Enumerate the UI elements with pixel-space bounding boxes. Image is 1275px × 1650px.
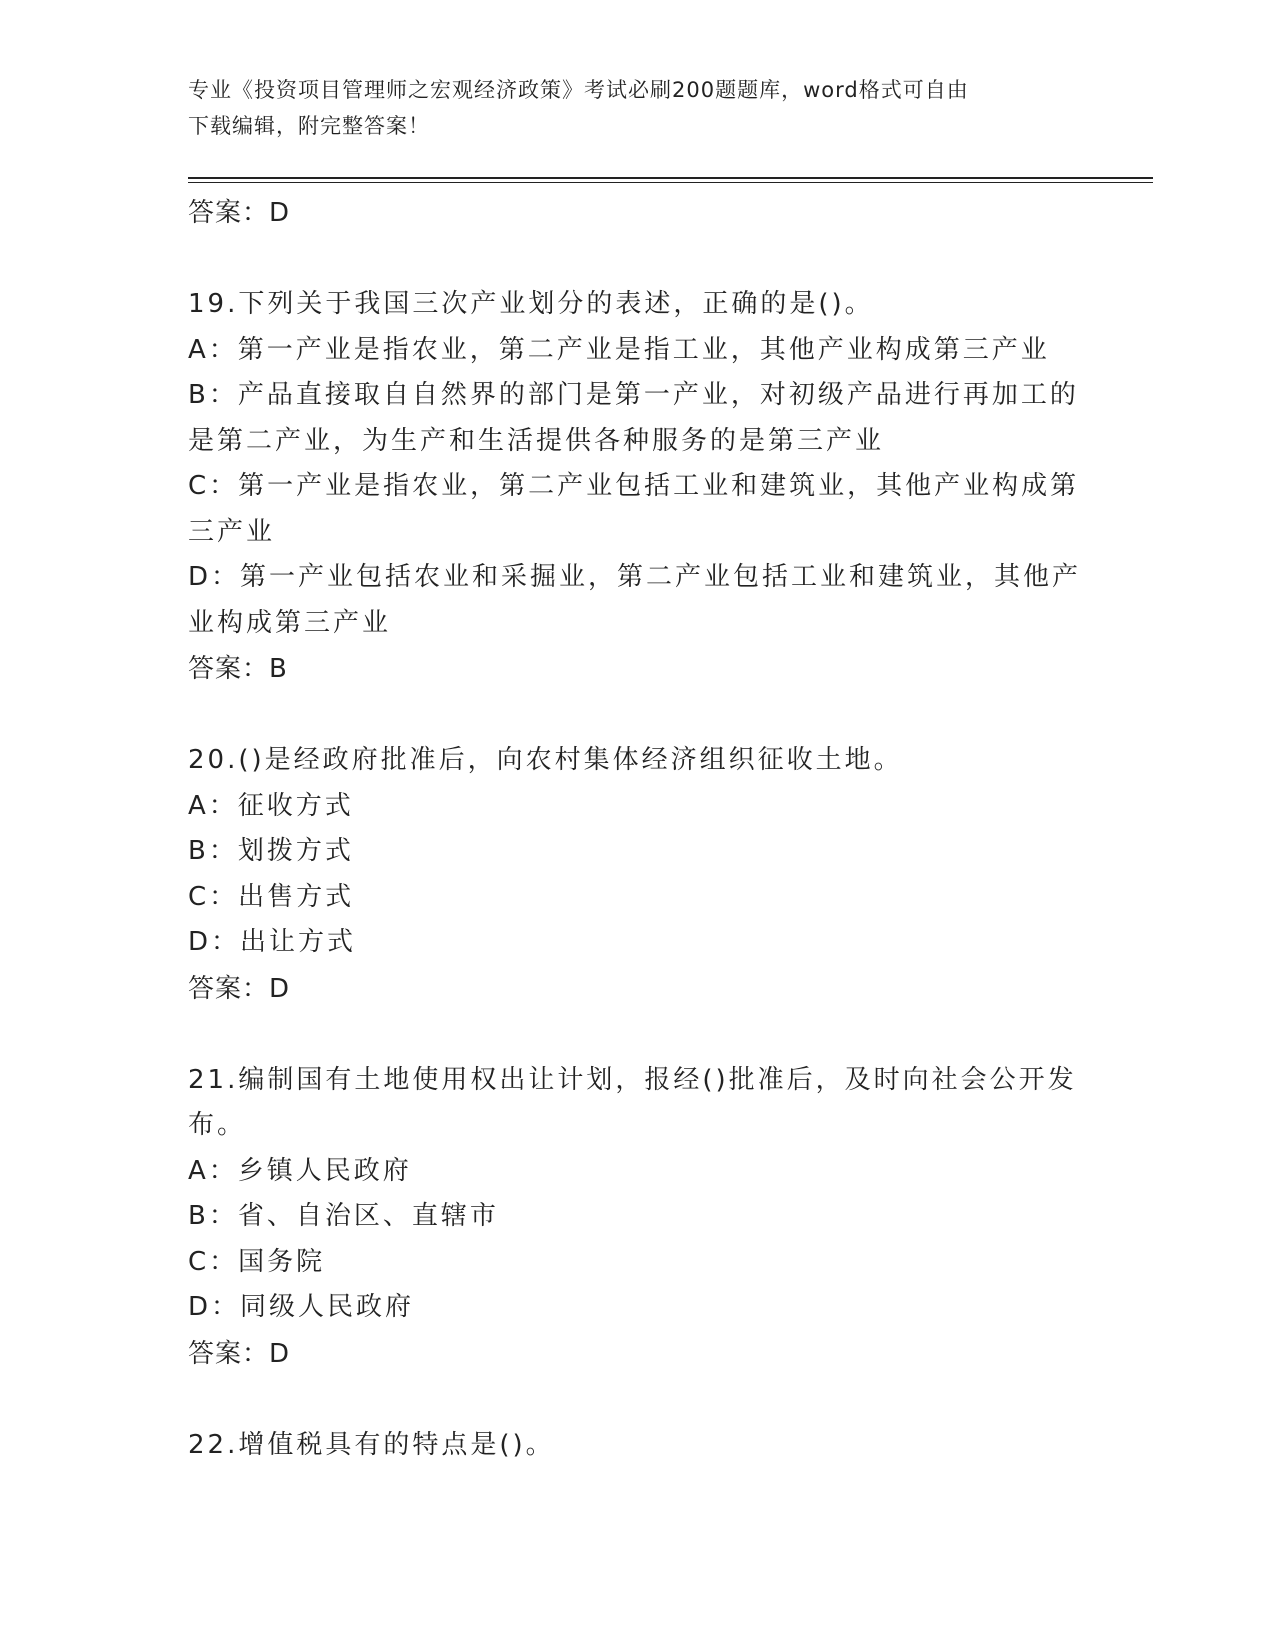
header-rule-thin (188, 182, 1153, 183)
option-b: B：产品直接取自自然界的部门是第一产业，对初级产品进行再加工的 (188, 380, 1079, 410)
question-text: 22.增值税具有的特点是()。 (188, 1429, 555, 1460)
question-block-21 (188, 1058, 1088, 1377)
question-text: 21.编制国有土地使用权出让计划，报经()批准后，及时向社会公开发 (188, 1064, 1077, 1095)
question-block-19 (188, 282, 1088, 692)
block-gap (188, 236, 1088, 282)
answer-line: 答案：D (188, 973, 291, 1004)
option-b: B：划拨方式 (188, 836, 354, 866)
block-gap (188, 1012, 1088, 1058)
answer-line: 答案：B (188, 654, 288, 684)
option-d: D：同级人民政府 (188, 1292, 415, 1322)
option-c: C：第一产业是指农业，第二产业包括工业和建筑业，其他产业构成第 (188, 471, 1080, 501)
block-gap (188, 692, 1088, 738)
question-text-cont: 布。 (188, 1110, 247, 1140)
option-d: D：第一产业包括农业和采掘业，第二产业包括工业和建筑业，其他产 (188, 562, 1082, 592)
option-b-cont: 是第二产业，为生产和生活提供各种服务的是第三产业 (188, 425, 885, 456)
option-b: B：省、自治区、直辖市 (188, 1201, 499, 1231)
question-list (188, 190, 1088, 1468)
answer-line: 答案：D (188, 1338, 291, 1369)
header-line-1: 专业《投资项目管理师之宏观经济政策》考试必刷200题题库，word格式可自由 (188, 78, 969, 102)
option-c-cont: 三产业 (188, 516, 276, 547)
question-text: 20.()是经政府批准后，向农村集体经济组织征收土地。 (188, 745, 903, 775)
question-block-20 (188, 738, 1088, 1012)
header-line-2: 下载编辑，附完整答案！ (188, 114, 430, 138)
option-d: D：出让方式 (188, 927, 357, 957)
option-a: A：征收方式 (188, 790, 354, 821)
header-rule-thick (188, 177, 1153, 179)
option-c: C：出售方式 (188, 881, 355, 912)
document-header (188, 72, 1088, 144)
block-gap (188, 1377, 1088, 1423)
option-a: A：第一产业是指农业，第二产业是指工业，其他产业构成第三产业 (188, 334, 1050, 365)
option-c: C：国务院 (188, 1246, 326, 1277)
option-d-cont: 业构成第三产业 (188, 607, 392, 638)
answer-line: 答案：D (188, 198, 291, 228)
question-block-22 (188, 1423, 1088, 1469)
question-text: 19.下列关于我国三次产业划分的表述，正确的是()。 (188, 289, 874, 319)
option-a: A：乡镇人民政府 (188, 1155, 412, 1186)
